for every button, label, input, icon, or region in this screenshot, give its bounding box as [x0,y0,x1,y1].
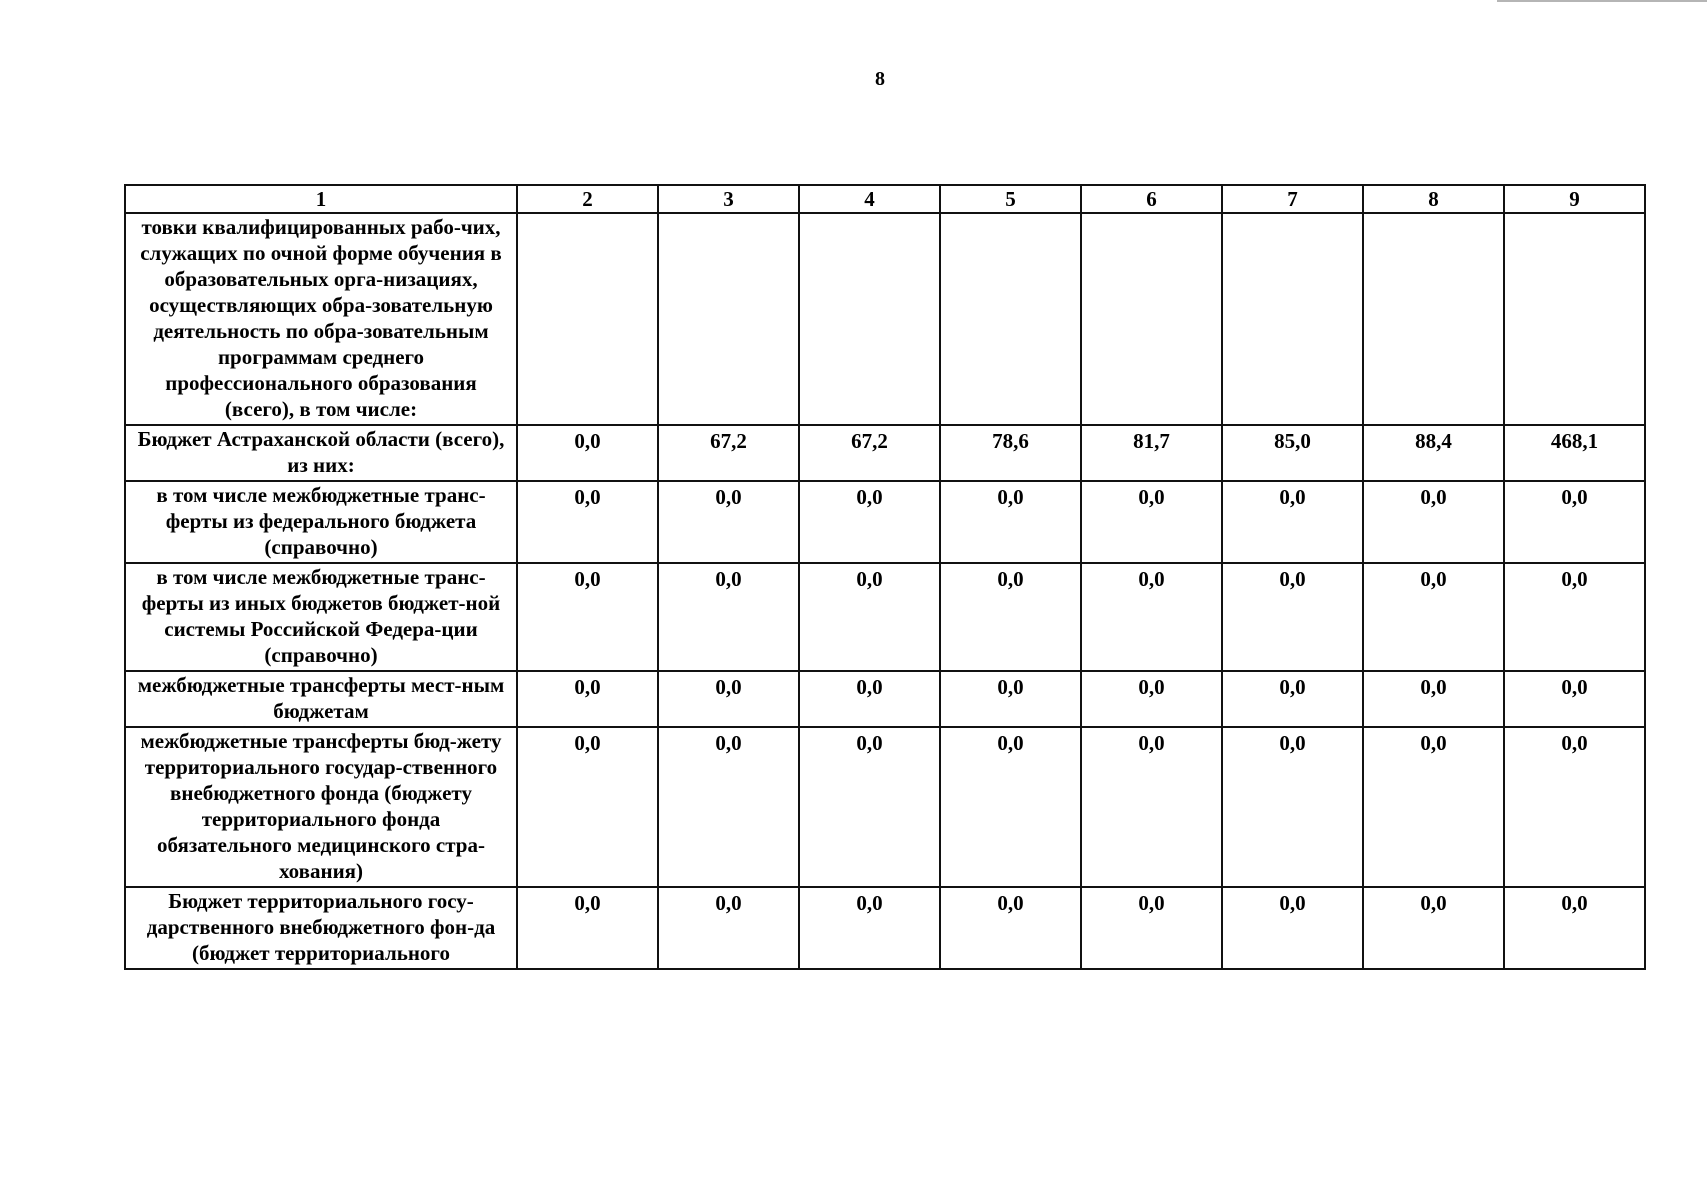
header-cell-1: 1 [125,185,517,213]
table-row [125,213,1645,425]
table-row [125,481,1645,563]
row-label: в том числе межбюджетные транс-ферты из иных бюджетов бюджет-ной системы Российской Федера-ции (справочно) [125,563,517,671]
scan-edge-line [1497,0,1707,2]
value-cell: 0,0 [1222,887,1363,969]
value-cell: 0,0 [1222,671,1363,727]
table-row [125,671,1645,727]
value-cell: 0,0 [1081,671,1222,727]
header-cell-8: 8 [1363,185,1504,213]
row-label: межбюджетные трансферты мест-ным бюджетам [125,671,517,727]
value-cell: 0,0 [799,481,940,563]
value-cell: 85,0 [1222,425,1363,481]
value-cell: 0,0 [1504,481,1645,563]
header-cell-9: 9 [1504,185,1645,213]
value-cell: 67,2 [799,425,940,481]
row-label: Бюджет Астраханской области (всего), из них: [125,425,517,481]
row-label: Бюджет территориального госу-дарственного внебюджетного фон-да (бюджет территориального [125,887,517,969]
value-cell: 0,0 [1081,481,1222,563]
value-cell: 0,0 [799,563,940,671]
value-cell: 67,2 [658,425,799,481]
value-cell: 0,0 [517,727,658,887]
value-cell [1081,213,1222,425]
value-cell: 0,0 [1363,671,1504,727]
value-cell: 0,0 [940,671,1081,727]
header-row [125,185,1645,213]
value-cell [1363,213,1504,425]
table-row [125,563,1645,671]
value-cell: 0,0 [658,887,799,969]
value-cell: 0,0 [940,887,1081,969]
value-cell: 0,0 [799,727,940,887]
value-cell: 0,0 [940,563,1081,671]
value-cell: 0,0 [1081,563,1222,671]
value-cell: 0,0 [1363,727,1504,887]
value-cell: 0,0 [1081,887,1222,969]
value-cell: 0,0 [1222,563,1363,671]
header-cell-7: 7 [1222,185,1363,213]
value-cell: 0,0 [799,887,940,969]
value-cell [799,213,940,425]
table-row [125,727,1645,887]
value-cell: 0,0 [1504,563,1645,671]
header-cell-4: 4 [799,185,940,213]
value-cell: 0,0 [1504,727,1645,887]
value-cell [517,213,658,425]
value-cell: 0,0 [517,671,658,727]
value-cell: 0,0 [1081,727,1222,887]
value-cell [940,213,1081,425]
value-cell: 0,0 [1504,887,1645,969]
value-cell: 0,0 [1504,671,1645,727]
value-cell: 0,0 [1363,481,1504,563]
value-cell [1504,213,1645,425]
value-cell [1222,213,1363,425]
table-row [125,425,1645,481]
value-cell: 0,0 [517,425,658,481]
value-cell: 0,0 [658,727,799,887]
value-cell: 0,0 [1363,887,1504,969]
value-cell: 88,4 [1363,425,1504,481]
page-number: 8 [875,68,885,90]
value-cell: 0,0 [517,563,658,671]
header-cell-2: 2 [517,185,658,213]
value-cell: 81,7 [1081,425,1222,481]
value-cell: 0,0 [940,481,1081,563]
value-cell: 0,0 [799,671,940,727]
value-cell: 0,0 [940,727,1081,887]
row-label: в том числе межбюджетные транс-ферты из федерального бюджета (справочно) [125,481,517,563]
row-label: межбюджетные трансферты бюд-жету территориального государ-ственного внебюджетного фонда (бюджету территориального фонда обязательного медицинского стра-хования) [125,727,517,887]
value-cell [658,213,799,425]
row-label: товки квалифицированных рабо-чих, служащих по очной форме обучения в образовательных орга-низациях, осуществляющих обра-зовательную деятельность по обра-зовательным программам среднего профессионального образования (всего), в том числе: [125,213,517,425]
value-cell: 0,0 [517,887,658,969]
value-cell: 468,1 [1504,425,1645,481]
value-cell: 0,0 [658,671,799,727]
header-cell-6: 6 [1081,185,1222,213]
budget-table [124,184,1646,970]
value-cell: 0,0 [517,481,658,563]
header-cell-5: 5 [940,185,1081,213]
value-cell: 78,6 [940,425,1081,481]
value-cell: 0,0 [1363,563,1504,671]
value-cell: 0,0 [658,563,799,671]
table-row [125,887,1645,969]
value-cell: 0,0 [1222,727,1363,887]
header-cell-3: 3 [658,185,799,213]
value-cell: 0,0 [658,481,799,563]
value-cell: 0,0 [1222,481,1363,563]
